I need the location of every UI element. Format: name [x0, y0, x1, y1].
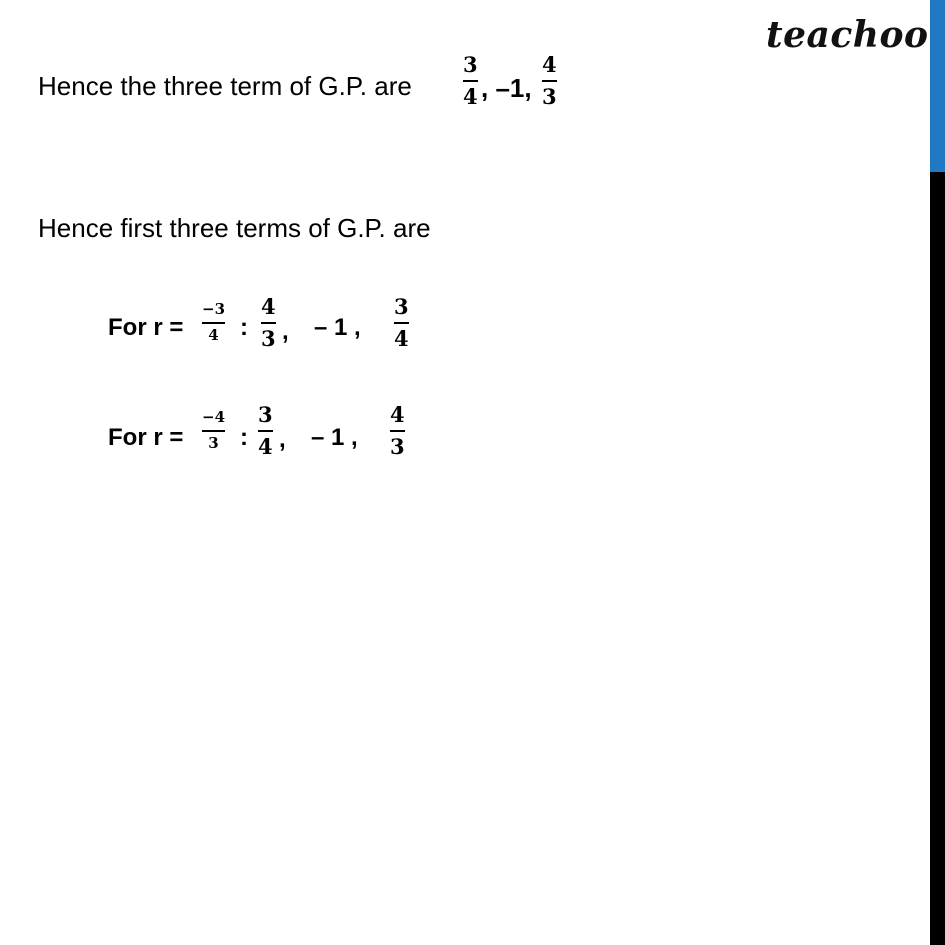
case1-sep: ,	[282, 318, 289, 345]
fraction-numerator: 4	[542, 52, 557, 77]
fraction-numerator: −4	[202, 408, 226, 426]
fraction-denominator: 3	[208, 433, 219, 452]
fraction-denominator: 4	[463, 83, 478, 109]
fraction-denominator: 4	[208, 325, 219, 344]
fraction-bar	[463, 80, 478, 82]
fraction-bar	[258, 430, 273, 432]
case2-term3	[390, 404, 405, 457]
fraction-denominator: 4	[394, 325, 409, 351]
case2-colon: :	[240, 424, 248, 451]
fraction-bar	[542, 80, 557, 82]
case2-ratio	[202, 410, 225, 451]
case1-ratio	[202, 302, 225, 343]
teachoo-logo: teachoo	[766, 14, 929, 56]
line1-prefix: Hence the three term of G.P. are	[38, 71, 412, 101]
case1-term2: – 1 ,	[314, 314, 361, 341]
case1-label: For r =	[108, 314, 184, 341]
case2-term2: – 1 ,	[311, 424, 358, 451]
fraction-denominator: 3	[390, 433, 405, 459]
fraction-numerator: 4	[261, 294, 276, 319]
line1-fraction-2	[542, 54, 557, 107]
fraction-denominator: 4	[258, 433, 273, 459]
fraction-bar	[394, 322, 409, 324]
first-three-terms-heading: Hence first three terms of G.P. are	[38, 213, 431, 243]
case2-sep: ,	[279, 426, 286, 453]
fraction-denominator: 3	[261, 325, 276, 351]
fraction-bar	[390, 430, 405, 432]
fraction-bar	[202, 430, 225, 432]
case1-colon: :	[240, 314, 248, 341]
fraction-numerator: 4	[390, 402, 405, 427]
fraction-denominator: 3	[542, 83, 557, 109]
sidebar-accent	[930, 0, 945, 172]
fraction-numerator: −3	[202, 300, 226, 318]
fraction-numerator: 3	[394, 294, 409, 319]
fraction-bar	[202, 322, 225, 324]
case1-term1	[261, 296, 276, 349]
fraction-numerator: 3	[258, 402, 273, 427]
line1-fraction-1	[463, 54, 478, 107]
fraction-bar	[261, 322, 276, 324]
case2-label: For r =	[108, 424, 184, 451]
line1-middle: , –1,	[481, 73, 532, 103]
case1-term3	[394, 296, 409, 349]
fraction-numerator: 3	[463, 52, 478, 77]
case2-term1	[258, 404, 273, 457]
